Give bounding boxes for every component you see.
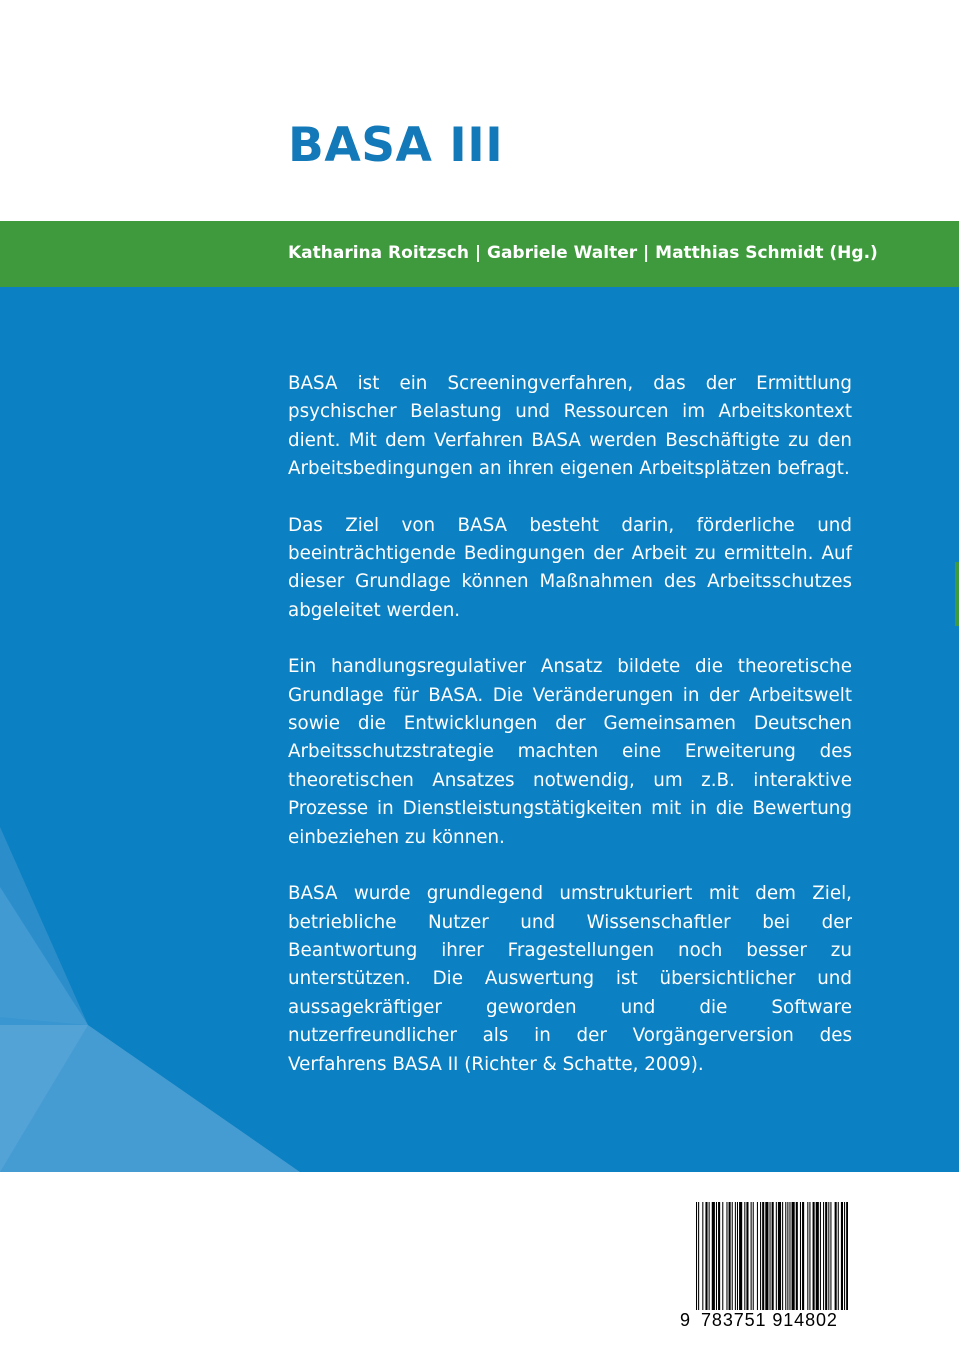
barcode-bar — [828, 1202, 829, 1310]
barcode-bar — [844, 1202, 845, 1310]
barcode-bar — [782, 1202, 783, 1310]
barcode-bar — [776, 1202, 777, 1310]
blurb-paragraph: BASA wurde grundlegend umstrukturiert mit dem Ziel, betriebliche Nutzer und Wissenschaftler bei der Beantwortung ihrer Fragestellungen noch besser zu unterstützen. Die Auswertung ist übersichtlicher und aussagekräftiger geworden und die Software nutzerfreundlicher als in der Vorgängerversion des Verfahrens BASA II (Richter & Schatte, 2009). — [288, 883, 852, 1075]
barcode-bar — [696, 1202, 697, 1310]
barcode-bar — [830, 1202, 831, 1310]
barcode-bar — [698, 1202, 699, 1310]
barcode-bar — [778, 1202, 781, 1310]
barcode-bar — [838, 1202, 839, 1310]
barcode-bar — [737, 1202, 738, 1310]
barcode-bar — [716, 1202, 717, 1310]
barcode-bar — [753, 1202, 754, 1310]
barcode-bar — [746, 1202, 748, 1310]
barcode-bar — [760, 1202, 761, 1310]
blurb-paragraph: Ein handlungsregulativer Ansatz bildete die theoretische Grundlage für BASA. Die Veränderungen in der Arbeitswelt sowie die Entwicklungen der Gemeinsamen Deutschen Arbeitsschutzstrategie machten eine Erweiterung des theoretischen Ansatzes notwendig, um z.B. interaktive Prozesse in Dienstleistungstätigkeiten mit in die Bewertung einbeziehen zu können. — [288, 656, 852, 848]
barcode-bar — [802, 1202, 804, 1310]
barcode-bar — [835, 1202, 837, 1310]
deco-triangle-lower — [0, 1025, 300, 1172]
barcode-bar — [722, 1202, 723, 1310]
book-title: BASA III — [288, 118, 504, 173]
blurb-paragraph: Das Ziel von BASA besteht darin, förderliche und beeinträchtigende Bedingungen der Arbeit zu ermitteln. Auf dieser Grundlage können Maßnahmen des Arbeitsschutzes abgeleitet werden. — [288, 514, 852, 621]
barcode-bar — [841, 1202, 843, 1310]
barcode-bar — [813, 1202, 815, 1310]
barcode-bar — [785, 1202, 786, 1310]
barcode-bar — [792, 1202, 795, 1310]
barcode-bar — [744, 1202, 745, 1310]
barcode-bar — [787, 1202, 788, 1310]
barcode-bar — [800, 1202, 801, 1310]
barcode-bar — [751, 1202, 752, 1310]
isbn-digits: 783751 914802 — [701, 1310, 838, 1330]
editors-line: Katharina Roitzsch | Gabriele Walter | Matthias Schmidt (Hg.) — [288, 243, 878, 263]
barcode-bar — [807, 1202, 808, 1310]
barcode-bar — [825, 1202, 827, 1310]
barcode-bar — [820, 1202, 821, 1310]
blurb-text — [288, 370, 852, 1079]
barcode-bar — [770, 1202, 771, 1310]
barcode-bar — [809, 1202, 810, 1310]
isbn-lead-digit: 9 — [680, 1310, 691, 1330]
barcode-bar — [789, 1202, 790, 1310]
blurb-paragraph: BASA ist ein Screeningverfahren, das der Ermittlung psychischer Belastung und Ressourcen im Arbeitskontext dient. Mit dem Verfahren BASA werden Beschäftigte zu den Arbeitsbedingungen an ihren eigenen Arbeitsplätzen befragt. — [288, 373, 852, 480]
barcode-bar — [823, 1202, 824, 1310]
blurb-panel — [0, 287, 959, 1172]
barcode-bar — [729, 1202, 731, 1310]
barcode-bar — [702, 1202, 703, 1310]
barcode-bar — [796, 1202, 798, 1310]
barcode-bar — [709, 1202, 710, 1310]
barcode-bars — [696, 1202, 848, 1310]
barcode-bar — [712, 1202, 715, 1310]
barcode-bar — [705, 1202, 707, 1310]
barcode-bar — [772, 1202, 774, 1310]
barcode-bar — [846, 1202, 848, 1310]
barcode-bar — [735, 1202, 736, 1310]
barcode-bar — [816, 1202, 819, 1310]
isbn-barcode — [676, 1196, 854, 1332]
green-edge-marker — [955, 562, 959, 626]
barcode-bar — [757, 1202, 758, 1310]
barcode-bar — [762, 1202, 764, 1310]
barcode-bar — [765, 1202, 768, 1310]
barcode-bar — [732, 1202, 733, 1310]
barcode-bar — [726, 1202, 727, 1310]
barcode-bar — [739, 1202, 742, 1310]
barcode-bar — [718, 1202, 720, 1310]
